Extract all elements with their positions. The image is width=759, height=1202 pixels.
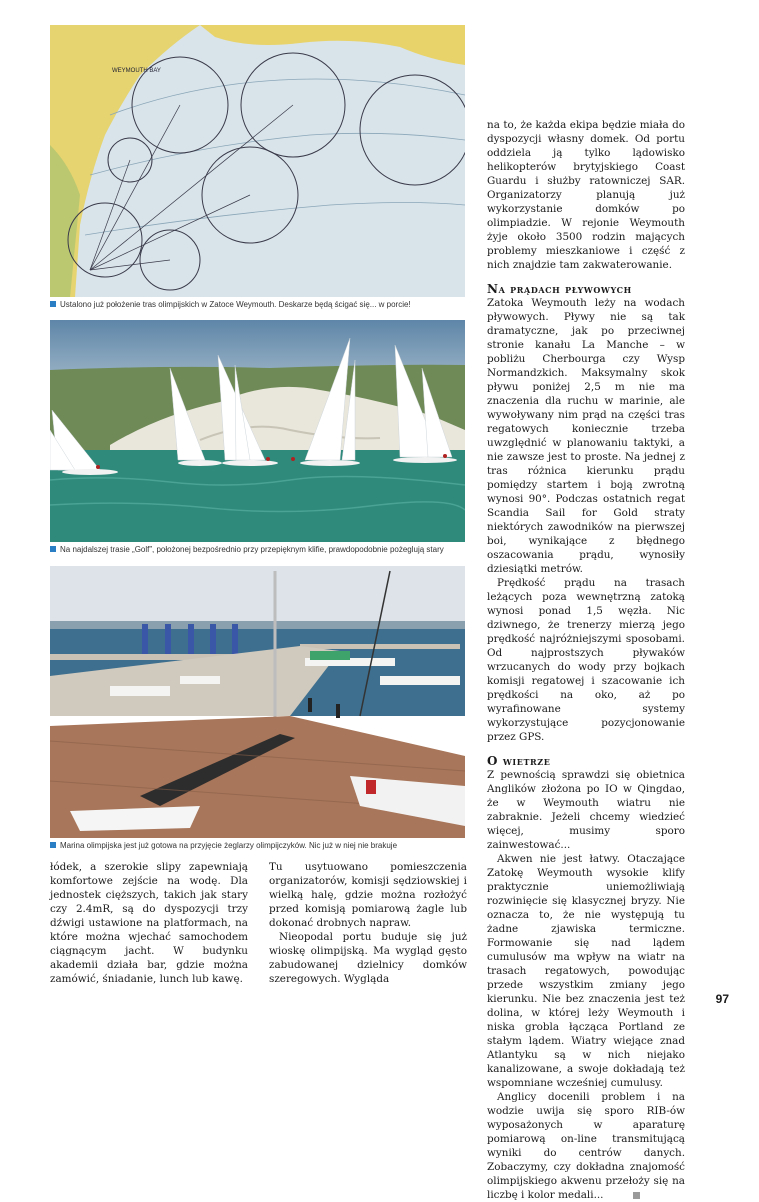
chart-caption: Ustalono już położenie tras olimpijskich w Zatoce Weymouth. Deskarze będą ścigać się... w porcie! xyxy=(50,300,470,310)
section-heading: Na prądach pływowych xyxy=(487,282,632,296)
marina-photo xyxy=(50,566,465,838)
sailing-photo xyxy=(50,320,465,542)
paragraph: łódek, a szerokie slipy zapewniają komfortowe zejście na wodę. Dla jednostek cięższych, takich jak stary czy 2.4mR, są do dyspozycji trzy dźwigi ustawione na platformach, na które można wjechać samochodem ciągnącym jacht. W budynku akademii działa bar, gdzie można zamówić, śniadanie, lunch lub kawę. xyxy=(50,861,248,985)
sailing-caption: Na najdalszej trasie „Golf”, położonej bezpośrednio przy przepięknym klifie, prawdopodobnie pożeglują stary xyxy=(50,545,470,555)
caption-marker-icon xyxy=(50,546,56,552)
caption-marker-icon xyxy=(50,842,56,848)
paragraph: Z pewnością sprawdzi się obietnica Anglików złożona po IO w Qingdao, że w Weymouth wiatru nie zabraknie. Jeżeli chcemy wiedzieć więcej, musimy sporo zainwestować... xyxy=(487,769,685,851)
paragraph: Tu usytuowano pomieszczenia organizatorów, komisji sędziowskiej i wielką halę, gdzie można rozłożyć przed komisją pomiarową żagle lub dokonać drobnych napraw. xyxy=(269,861,467,929)
caption-marker-icon xyxy=(50,301,56,307)
right-column xyxy=(487,118,685,1202)
section-heading: O wietrze xyxy=(487,754,551,768)
olympic-course-chart xyxy=(50,25,465,297)
paragraph: Anglicy docenili problem i na wodzie uwija się sporo RIB-ów wyposażonych w aparaturę pomiarową on-line transmitującą wyniki do centrów danych. Zobaczymy, czy dokładna znajomość olimpijskiego akwenu przełoży się na liczbę i kolor medali... xyxy=(487,1091,685,1201)
paragraph: Zatoka Weymouth leży na wodach pływowych. Pływy nie są tak dramatyczne, jak po przeciwnej stronie kanału La Manche – w pobliżu Cherbourga czy Wysp Normandzkich. Maksymalny skok pływu poniżej 2,5 m nie ma znaczenia dla ruchu w marinie, ale wywoływany nim prąd na części tras regatowych koniecznie trzeba uwzględnić w planowaniu taktyki, a nie zawsze jest to proste. Na jednej z tras różnica kierunku prądu pomiędzy startem i boją zwrotną wynosi 90°. Podczas ostatnich regat Scandia Sail for Gold straty niektórych zawodników na pierwszej boi, wynikające z błędnego oszacowania prądu, wynosiły dziesiątki metrów. xyxy=(487,297,685,575)
bottom-column-1 xyxy=(50,860,248,986)
page-number: 97 xyxy=(715,992,729,1006)
paragraph: Prędkość prądu na trasach leżących poza wewnętrzną zatoką wynosi ponad 1,5 węzła. Nic dziwnego, że trenerzy mierzą jego prędkość najróżniejszymi sposobami. Od najprostszych pływaków wrzucanych do wody przy bojkach komisji regatowej i szacowanie ich prędkości na oko, aż po wyrafinowane systemy wykorzystujące pozycjonowanie przez GPS. xyxy=(487,577,685,743)
bottom-column-2 xyxy=(269,860,467,986)
paragraph: Akwen nie jest łatwy. Otaczające Zatokę Weymouth wysokie klify praktycznie uniemożliwiają rozwinięcie się klasycznej bryzy. Nie oznacza to, że nie występują tu żadne zjawiska termiczne. Formowanie się nad lądem cumulusów ma wpływ na wiatr na trasach regatowych, powodując przede wszystkim zmiany jego kierunku. Nie bez znaczenia jest też dolina, w której leży Weymouth i niska grobla łącząca Portland ze stałym lądem. Wiatry wiejące znad Atlantyku są w nich niejako kanalizowane, a swoje dokładają też wspomniane wcześniej cumulusy. xyxy=(487,853,685,1089)
marina-caption: Marina olimpijska jest już gotowa na przyjęcie żeglarzy olimpijczyków. Nic już w niej nie brakuje xyxy=(50,841,470,851)
paragraph: Nieopodal portu buduje się już wioskę olimpijską. Ma wygląd gęsto zabudowanej dzielnicy domków szeregowych. Wygląda xyxy=(269,931,467,985)
paragraph: na to, że każda ekipa będzie miała do dyspozycji własny domek. Od portu oddziela ją tylko lądowisko helikopterów brytyjskiego Coast Guardu i służby ratowniczej SAR. Organizatorzy planują już wykorzystanie domków po olimpiadzie. W rejonie Weymouth żyje około 3500 rodzin mających problemy mieszkaniowe i część z nich znajdzie tam zakwaterowanie. xyxy=(487,119,685,271)
end-of-article-icon xyxy=(633,1192,640,1199)
chart-bay-label: WEYMOUTH BAY xyxy=(112,68,161,74)
